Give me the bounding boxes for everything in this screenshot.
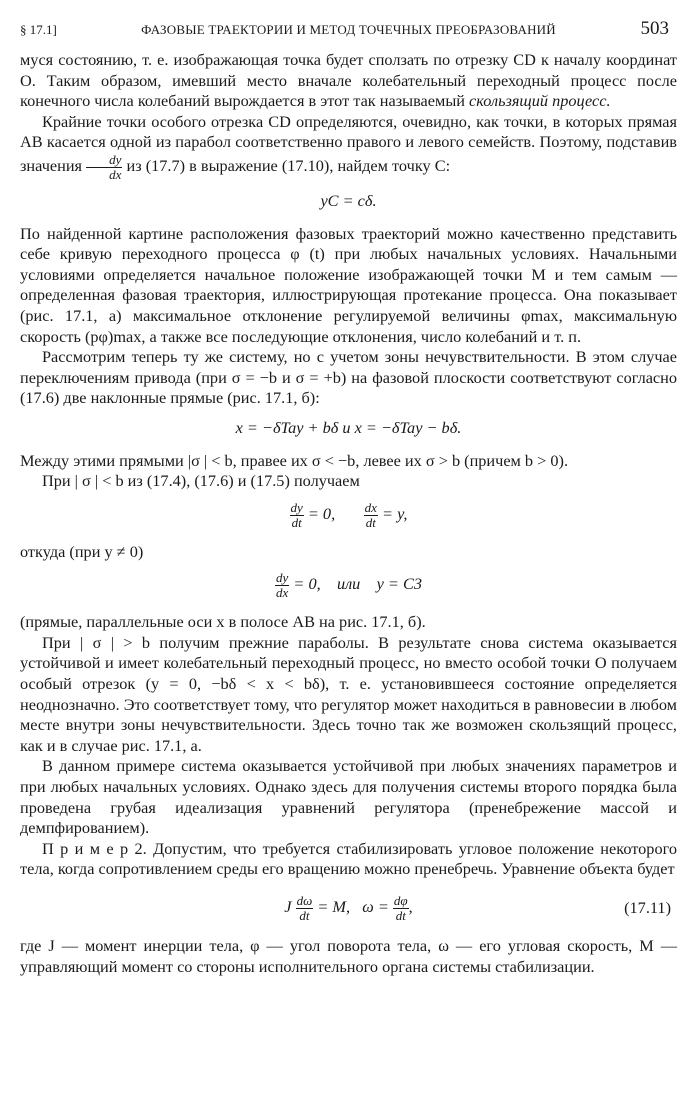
paragraph: По найденной картине расположения фазовых траекторий можно качественно представить себе кривую переходного процесса φ (t) при любых начальных условиях. Начальными условиями определяется начальное положение изображающей точки M и тем самым — определенная фазовая траектория, иллюстрирующая протекание процесса. Она показывает (рис. 17.1, a) максимальное отклонение регулируемой величины φmax, максимальную скорость (pφ)max, а также все последующие отклонения, число колебаний и т. п. bbox=[20, 223, 677, 346]
paragraph: муся состоянию, т. е. изображающая точка будет сползать по отрезку CD к началу координат O. Таким образом, имевший место вначале колебательный переходный процесс после конечного числа колебаний вырождается в этот так называемый скользящий процесс. bbox=[20, 50, 677, 111]
formula-derivatives: $\frac{dy}{dt}$ = 0, $\frac{dx}{dt}$ = y, bbox=[290, 499, 408, 530]
paragraph: При | σ | < b из (17.4), (17.6) и (17.5) получаем bbox=[42, 471, 360, 491]
paragraph: П р и м е р 2. Допустим, что требуется стабилизировать угловое положение некоторого тела, когда сопротивлением среды его вращению можно пренебречь. Уравнение объекта будет bbox=[20, 838, 677, 879]
formula-switching-lines: x = −δTay + bδ и x = −δTay − bδ. bbox=[235, 417, 462, 437]
section-label: § 17.1] bbox=[20, 22, 57, 37]
equation-number: (17.11) bbox=[624, 898, 671, 917]
formula-dy-dx: $\frac{dy}{dx}$ = 0, или y = C3 bbox=[276, 570, 422, 601]
paragraph: откуда (при y ≠ 0) bbox=[20, 541, 144, 561]
running-header bbox=[20, 10, 677, 50]
fraction: $\frac{dy}{dx}$ bbox=[86, 153, 122, 182]
paragraph: Крайние точки особого отрезка CD определяются, очевидно, как точки, в которых прямая AB касается одной из парабол соответственно правого и левого семейств. Поэтому, подставив значения $\frac{dy}{dx}$ из (17.7) в выражение (17.10), найдем точку C: bbox=[20, 111, 677, 182]
formula-yc: yC = cδ. bbox=[320, 190, 377, 210]
page-body bbox=[20, 50, 677, 977]
paragraph: где J — момент инерции тела, φ — угол поворота тела, ω — его угловая скорость, M — управляющий момент со стороны исполнительного органа системы стабилизации. bbox=[20, 936, 677, 976]
paragraph: Между этими прямыми |σ | < b, правее их σ < −b, левее их σ > b (причем b > 0). bbox=[20, 450, 569, 470]
example-heading: П р и м е р 2. bbox=[42, 838, 147, 858]
paragraph: При | σ | > b получим прежние параболы. В результате снова система оказывается устойчивой и имеет колебательный переходный процесс, но вместо особой точки O получаем особый отрезок (y = 0, −bδ < x < bδ), т. е. установившееся состояние определяется неоднозначно. Это соответствует тому, что регулятор может находиться в равновесии в любом месте внутри зоны нечувствительности. Здесь точно так же возможен скользящий процесс, как и в случае рис. 17.1, a. bbox=[20, 632, 677, 755]
paragraph: Рассмотрим теперь ту же систему, но с учетом зоны нечувствительности. В этом случае переключениям привода (при σ = −b и σ = +b) на фазовой плоскости соответствуют согласно (17.6) две наклонные прямые (рис. 17.1, б): bbox=[20, 347, 677, 408]
emphasis-term: скользящий процесс. bbox=[469, 91, 611, 111]
formula-17-11: J $\frac{d\omega}{dt}$ = M, ω = $\frac{d\varphi}{dt}$ , (17.11) bbox=[284, 893, 671, 923]
paragraph: В данном примере система оказывается устойчивой при любых значениях параметров и при любых начальных условиях. Однако здесь для получения системы второго порядка была проведена грубая идеализация уравнений регулятора (пренебрежение массой и демпфированием). bbox=[20, 756, 677, 838]
paragraph: (прямые, параллельные оси x в полосе AB на рис. 17.1, б). bbox=[20, 612, 426, 632]
page-number: 503 bbox=[640, 18, 669, 39]
running-title: ФАЗОВЫЕ ТРАЕКТОРИИ И МЕТОД ТОЧЕЧНЫХ ПРЕОБРАЗОВАНИЙ bbox=[141, 22, 556, 37]
